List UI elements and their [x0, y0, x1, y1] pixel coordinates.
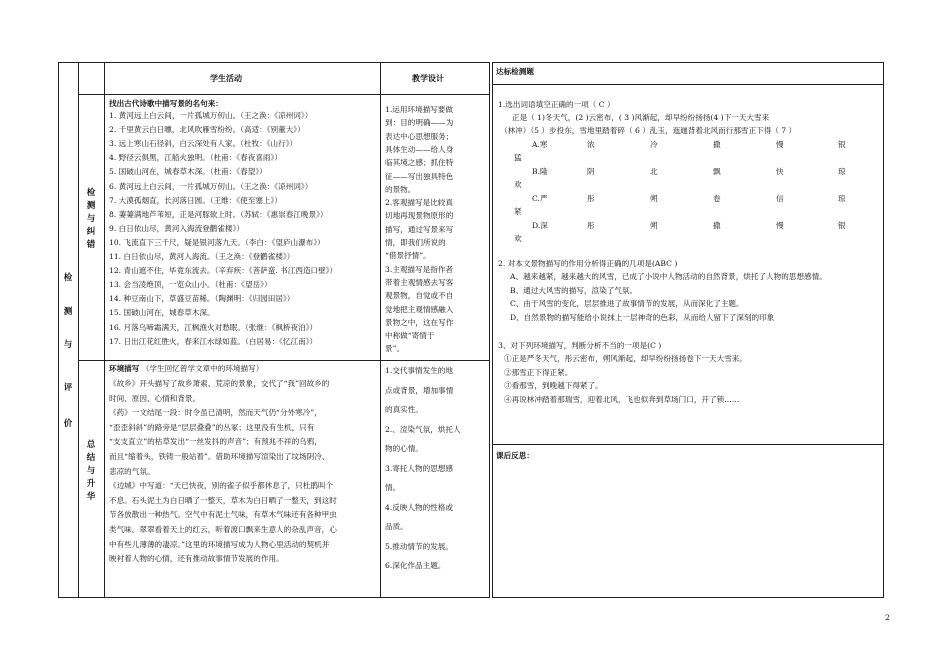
design-line: 3.寄托人物的思想感 [385, 463, 453, 473]
main-vertical-char: 评 [63, 383, 73, 393]
example-line: 《边城》中写道：“天已快夜，别的雀子似乎都休息了，只杜鹃叫个 [109, 481, 334, 491]
design-line: 表达中心思想服务； [385, 131, 454, 141]
q1-option-cell: 北 [650, 167, 658, 176]
left-table-left-border [58, 62, 59, 598]
design-line: 4.反映人物的性格或 [385, 502, 453, 512]
q1-option-label: B.隆 [532, 167, 548, 176]
q3-option: ④再说林冲踏着那瑞雪，迎着北风，飞也似奔到草场门口，开了锁…… [504, 394, 740, 404]
design-line: “借景抒情”。 [385, 251, 431, 261]
q1-option-cell: 彤 [587, 194, 595, 203]
q1-option-cell: 银 [838, 140, 846, 149]
row1-label-char: 纠 [86, 227, 96, 237]
right-table-top-border [492, 62, 884, 63]
q1-option-tail: 欢 [514, 234, 522, 243]
example-line: “歪歪斜斜”的路旁是“层层叠叠”的丛冢；这里没有生机，只有 [109, 422, 315, 432]
example-line: “支支直立”的枯草发出“一丝发抖的声音”；有预兆不祥的乌鸦， [109, 437, 322, 447]
poem-line: 5. 国破山河在，城春草木深。（杜甫：《春望》） [109, 167, 267, 177]
design-line: 3.主观描写是指作者 [385, 264, 453, 274]
row2-label-char: 总 [86, 440, 96, 450]
q1-option-cell: 慢 [776, 140, 784, 149]
q1-option-cell: 银 [838, 221, 846, 230]
left-table-top-border [58, 62, 490, 63]
q1-option-cell: 卷 [713, 194, 721, 203]
q1-option-cell: 冷 [650, 140, 658, 149]
design-line: 带着主观情感去写客 [385, 277, 454, 287]
example-line: 节各放散出一种热气。空气中有泥土气味，有草木气味还有各种甲虫 [109, 510, 337, 520]
q1-option-cell: 朔 [650, 194, 658, 203]
right-table-title-divider [492, 84, 884, 85]
poem-line: 17. 日出江花红胜火，春来江水绿如蓝。（白居易：《忆江南》） [109, 336, 318, 346]
q1-option-cell: 撒 [713, 221, 721, 230]
design-line: 品质。 [385, 522, 408, 531]
right-table-bottom-border [492, 597, 884, 598]
poem-line: 9. 白日依山尽，黄河入海流登鹳雀楼》） [109, 223, 244, 233]
q2-stem: 2. 对本文景物描写的作用分析得正确的几项是(ABC ) [498, 259, 678, 268]
q1-option-cell: 信 [776, 194, 784, 203]
q1-passage-line2: （林冲）（5 ）步投东，雪地里踏着碎（ 6 ）乱玉，迤逦背着北风而行那雪正下得（ 7 ） [500, 126, 797, 135]
q1-option-cell: 撒 [713, 140, 721, 149]
q1-option-cell: 阴 [587, 167, 595, 176]
reflection-label: 课后反思： [496, 451, 534, 460]
q1-option-tail: 猛 [514, 153, 522, 162]
poem-line: 10. 飞流直下三千尺，疑是银河落九天。（李白：《望庐山瀑布》） [109, 237, 325, 247]
q1-option-label: D.深 [532, 221, 548, 230]
poem-line: 16. 月落乌啼霜满天，江枫渔火对愁眠。（张继：《枫桥夜泊》） [109, 322, 318, 332]
left-table-bottom-border [58, 597, 490, 598]
poem-line: 6. 黄河远上白云间，一片孤城万仞山。（王之涣：《凉州词》） [109, 181, 313, 191]
left-table-col-divider-1 [78, 62, 79, 598]
row2-heading-note: （学生回忆曾学文章中的环境描写） [141, 364, 264, 373]
row1-label-char: 错 [86, 240, 96, 250]
design-line: 观景物，自觉或不自 [385, 291, 454, 301]
q1-option-cell: 飘 [713, 167, 721, 176]
q1-option-label: A.寒 [532, 140, 548, 149]
row2-heading: 环境描写 [109, 364, 140, 373]
main-vertical-char: 与 [63, 340, 73, 350]
design-line: 1.交代事情发生的地 [385, 366, 453, 375]
main-vertical-char: 检 [63, 273, 73, 283]
q1-stem: 1.选出词语填空正确的一项（ C ） [498, 100, 615, 109]
poem-line: 13. 会当凌绝顶，一览众山小。（杜甫：《望岳》） [109, 280, 272, 290]
left-table-col-divider-3 [380, 62, 381, 598]
design-line: 2.客观描写是比较真 [385, 198, 453, 208]
design-line: 1.运用环境描写要做 [385, 105, 453, 114]
row1-label-char: 检 [86, 188, 96, 198]
left-table-right-border [489, 62, 490, 598]
example-line: 不息。石头泥土为白日晒了一整天，草木为白日晒了一整天，到这时 [109, 495, 337, 505]
example-line: 《药》一文结尾一段：时令虽已清明，然而天气仍“分外寒冷”， [109, 408, 322, 418]
row2-label-char: 与 [86, 466, 96, 476]
design-line: 的真实性。 [385, 405, 423, 414]
q1-option-cell: 快 [776, 167, 784, 176]
q1-passage-line1: 正是（ 1)冬天气，(2 )云密布，( 3 )风渐起，却早纷纷扬扬(4 )下一天大雪来 [512, 113, 770, 122]
design-line: 的景物。 [385, 184, 416, 194]
design-line: 觉地把主观情感融入 [385, 304, 454, 314]
example-line: 类气味。翠翠看着天上的红云，听着渡口飘来生意人的杂乱声音，心 [109, 525, 337, 534]
right-table-reflection-divider [492, 444, 884, 445]
q2-option: C、由于风雪的变化，层层推进了故事情节的发展，从而深化了主题。 [510, 299, 744, 308]
poem-line: 1. 黄河远上白云间，一片孤城万仞山。（王之涣：《凉州词》） [109, 111, 313, 120]
design-line: 临其境之感；抓住特 [385, 158, 454, 168]
q2-option: D、自然景物的描写能给小说抹上一层神奇的色彩，从而给人留下了深刻的印象 [510, 312, 775, 322]
poem-line: 7. 大漠孤烟直，长河落日圆。（王维：《使至塞上》） [109, 195, 282, 205]
design-line: 征——写出独具特色 [385, 171, 454, 181]
design-line: 物的心情。 [385, 444, 423, 453]
poem-line: 2. 千里黄云白日曛，北风吹雁雪纷纷。（高适：《别董大》） [109, 125, 305, 135]
q1-option-tail: 紧 [514, 207, 522, 216]
q3-option: ①正是严冬天气，彤云密布，朔风渐起，却早纷纷扬扬卷下一天大雪来。 [504, 354, 747, 363]
design-line: 到：目的明确——为 [385, 118, 454, 128]
design-line: 情，即我们所说的 [385, 238, 446, 247]
q3-stem: 3、对下列环境描写，判断分析不当的一项是(C ) [498, 341, 662, 350]
q3-option: ②那雪正下得正紧。 [504, 367, 573, 377]
example-line: 映衬着人物的心情，还有推动故事情节发展的作用。 [109, 554, 284, 564]
q1-option-cell: 慢 [776, 221, 784, 230]
right-table-right-border [883, 62, 884, 598]
left-table-header-divider [78, 94, 490, 95]
row1-heading: 找出古代诗歌中描写景的名句来： [109, 99, 223, 108]
q1-option-label: C.严 [532, 194, 548, 203]
design-line: 情。 [385, 483, 401, 492]
q1-option-cell: 彤 [587, 221, 595, 230]
row2-label-char: 华 [86, 492, 96, 502]
design-line: 描写，通过写景来写 [385, 224, 454, 234]
poem-line: 15. 国破山河在，城春草木深。 [109, 308, 215, 318]
row1-label-char: 测 [86, 201, 96, 211]
right-table-left-border [492, 62, 493, 598]
q1-option-cell: 琼 [838, 167, 846, 176]
left-table-row-divider [78, 360, 490, 361]
poem-line: 8. 萋萋满地芦苇短，正是河豚欲上时。（苏轼：《惠崇春江晚景》） [109, 209, 328, 219]
q3-option: ③看那雪，到晚越下得紧了。 [504, 381, 603, 390]
poem-line: 3. 远上寒山石径斜，白云深处有人家。（杜牧：《山行》） [109, 139, 298, 149]
teaching-design-header: 教学设计 [412, 73, 444, 83]
q2-option: A、越来越紧，越来越大的风雪，已成了小说中人物活动的自然背景，烘托了人物的思想感情。 [510, 272, 827, 281]
example-line: 《故乡》开头描写了故乡萧索、荒凉的景象，交代了“我”回故乡的 [109, 379, 330, 388]
design-line: 具体生动——给人身 [385, 144, 454, 154]
q2-option: B、通过大风雪的描写，渲染了气氛。 [510, 285, 638, 295]
design-line: 景”。 [385, 344, 405, 354]
student-activity-header: 学生活动 [210, 73, 242, 83]
example-line: 时间、原因、心情和背景。 [109, 393, 201, 403]
row1-label-char: 与 [86, 214, 96, 224]
design-line: 点或背景，增加事情 [385, 385, 454, 395]
row2-label-char: 升 [86, 479, 96, 489]
design-line: 2.、渲染气氛，烘托人 [385, 424, 461, 434]
design-line: 中称做“寄情于 [385, 331, 435, 341]
page-number: 2 [885, 613, 890, 622]
q1-option-tail: 欢 [514, 180, 522, 189]
main-vertical-char: 测 [63, 307, 73, 317]
poem-line: 4. 野径云俱黑，江船火独明。（杜甫：《春夜喜雨》） [109, 153, 282, 163]
row2-heading-wrap [109, 363, 263, 376]
example-line: 悲凉的气氛。 [109, 466, 155, 476]
poem-line: 11. 白日依山尽，黄河入海流。（王之涣：《登鹳雀楼》） [109, 252, 295, 261]
example-line: 而且“缩着头，铁铸一般站着”。借助环境描写渲染出了坟场阴冷、 [109, 452, 330, 461]
design-line: 6.深化作品主题。 [385, 561, 446, 570]
example-line: 中有些儿薄薄的凄凉。”这里的环境描写成为人物心里活动的契机并 [109, 539, 330, 549]
poem-line: 12. 青山遮不住，毕竟东流去。（辛弃疾：《菩萨蛮. 书江西造口壁》） [109, 266, 338, 276]
poem-line: 14. 种豆南山下，草盛豆苗稀。（陶渊明：《归园田居》） [109, 294, 295, 304]
design-line: 5.推动情节的发展。 [385, 541, 453, 551]
q1-option-cell: 朔 [650, 221, 658, 230]
left-table-col-divider-2 [104, 62, 105, 598]
main-vertical-char: 价 [63, 419, 73, 429]
right-table-title: 达标检测题 [496, 67, 534, 76]
design-line: 景物之中，这在写作 [385, 317, 454, 327]
q1-option-cell: 浓 [587, 140, 595, 149]
q1-option-cell: 琼 [838, 194, 846, 203]
design-line: 切地再现景物原形的 [385, 211, 454, 221]
row2-label-char: 结 [86, 453, 96, 463]
